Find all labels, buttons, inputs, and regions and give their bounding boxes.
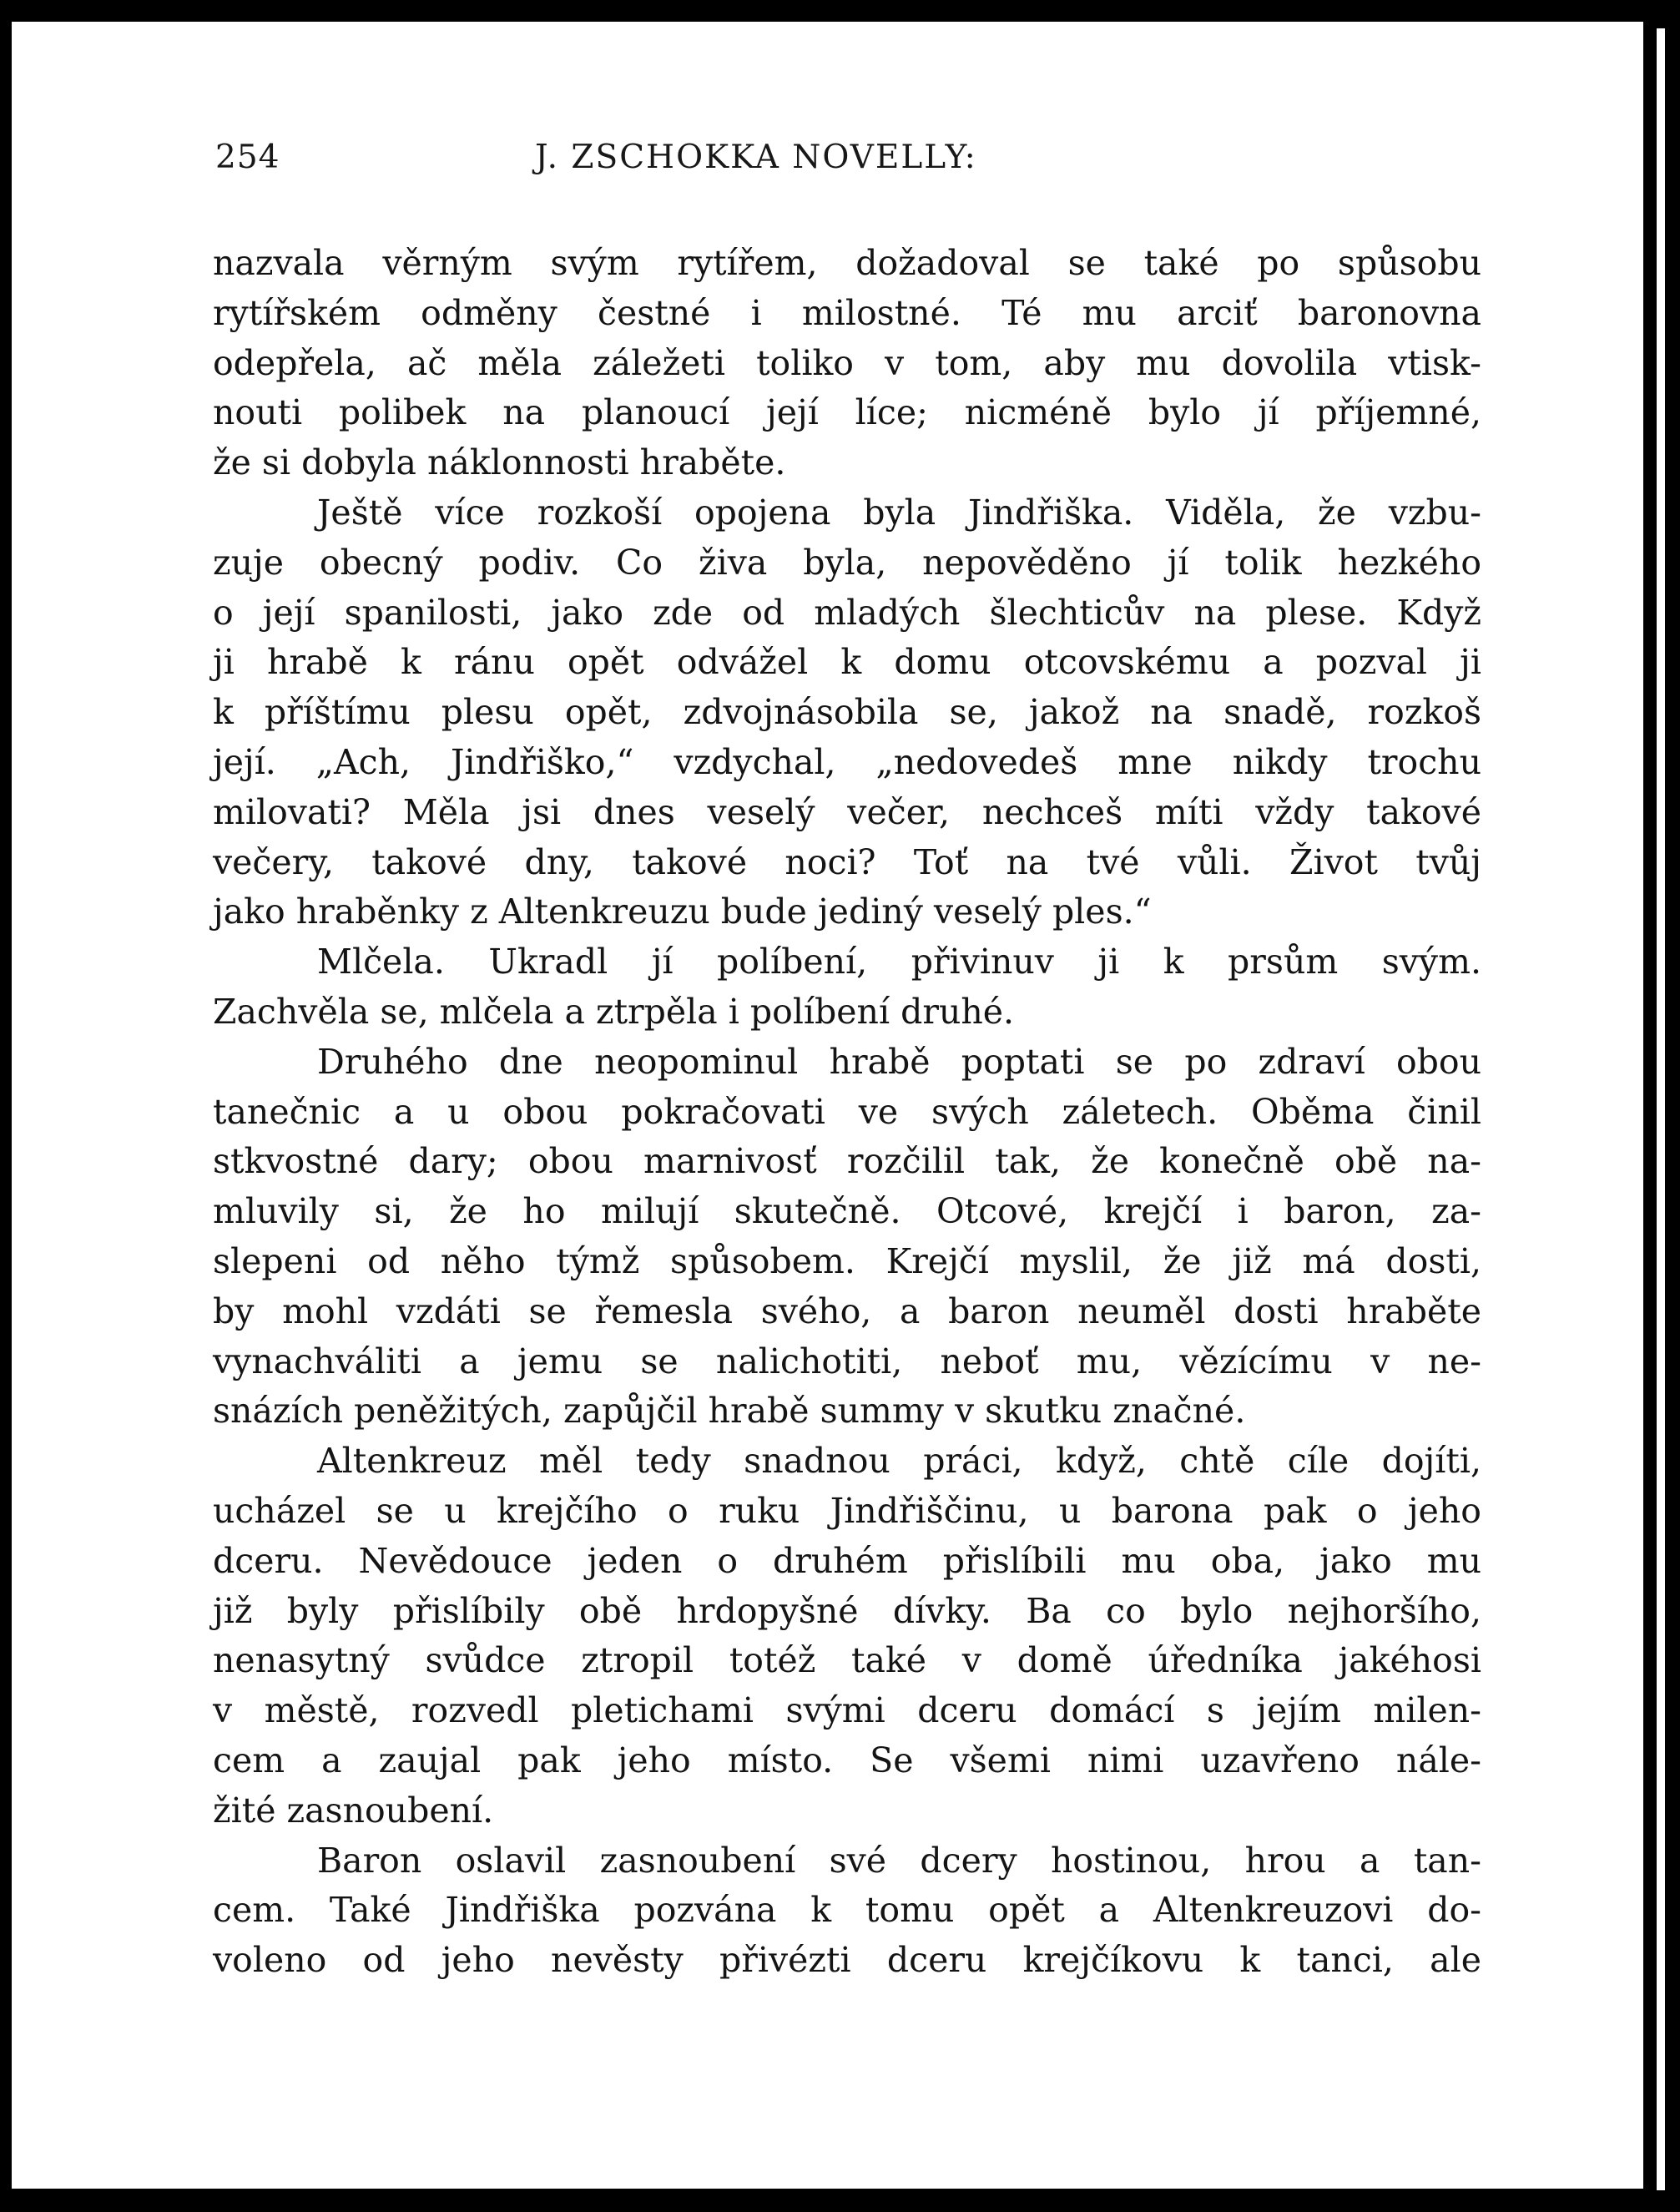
text-line: by mohl vzdáti se řemesla svého, a baron neuměl dosti hraběte bbox=[213, 1290, 1481, 1331]
text-line: stkvostné dary; obou marnivosť rozčilil tak, že konečně obě na- bbox=[213, 1141, 1481, 1182]
text-line: jako hraběnky z Altenkreuzu bude jediný veselý ples.“ bbox=[213, 891, 1152, 932]
text-line: slepeni od něho týmž spůsobem. Krejčí myslil, že již má dosti, bbox=[213, 1240, 1481, 1281]
text-line: Druhého dne neopominul hrabě poptati se po zdraví obou bbox=[317, 1041, 1481, 1082]
text-line: v městě, rozvedl pletichami svými dceru domácí s jejím milen- bbox=[213, 1690, 1481, 1731]
text-line: nazvala věrným svým rytířem, dožadoval se také po spůsobu bbox=[213, 243, 1481, 283]
text-line: žité zasnoubení. bbox=[213, 1790, 494, 1831]
text-line: Altenkreuz měl tedy snadnou práci, když, chtě cíle dojíti, bbox=[317, 1441, 1481, 1482]
text-line: zuje obecný podiv. Co živa byla, nepověděno jí tolik hezkého bbox=[213, 542, 1481, 583]
text-line: snázích peněžitých, zapůjčil hrabě summy v skutku značné. bbox=[213, 1391, 1246, 1432]
text-line: cem. Také Jindřiška pozvána k tomu opět a Altenkreuzovi do- bbox=[213, 1890, 1481, 1931]
text-line: mluvily si, že ho milují skutečně. Otcové, krejčí i baron, za- bbox=[213, 1191, 1481, 1232]
text-line: nouti polibek na planoucí její líce; nicméně bylo jí příjemné, bbox=[213, 392, 1481, 433]
text-line: rytířském odměny čestné i milostné. Té mu arciť baronovna bbox=[213, 292, 1481, 333]
text-line: již byly přislíbily obě hrdopyšné dívky. Ba co bylo nejhoršího, bbox=[213, 1590, 1481, 1631]
text-line: k příštímu plesu opět, zdvojnásobila se, jakož na snadě, rozkoš bbox=[213, 692, 1481, 733]
page-header bbox=[215, 139, 1042, 189]
text-line: voleno od jeho nevěsty přivézti dceru krejčíkovu k tanci, ale bbox=[213, 1940, 1481, 1981]
text-line: její. „Ach, Jindřiško,“ vzdychal, „nedovedeš mne nikdy trochu bbox=[213, 741, 1481, 782]
text-line: Zachvěla se, mlčela a ztrpěla i políbení druhé. bbox=[213, 991, 1015, 1032]
text-line: odepřela, ač měla záležeti toliko v tom, aby mu dovolila vtisk- bbox=[213, 342, 1481, 383]
text-line: Ještě více rozkoší opojena byla Jindřiška. Viděla, že vzbu- bbox=[317, 492, 1481, 533]
text-line: večery, takové dny, takové noci? Toť na tvé vůli. Život tvůj bbox=[213, 841, 1481, 882]
text-line: Baron oslavil zasnoubení své dcery hostinou, hrou a tan- bbox=[317, 1840, 1481, 1881]
text-line: vynachváliti a jemu se nalichotiti, neboť mu, vězícímu v ne- bbox=[213, 1341, 1481, 1381]
adjacent-page-edge bbox=[1657, 28, 1665, 2190]
body-text bbox=[213, 239, 1481, 1986]
text-line: ji hrabě k ránu opět odvážel k domu otcovskému a pozval ji bbox=[213, 642, 1481, 683]
text-line: Mlčela. Ukradl jí políbení, přivinuv ji k prsům svým. bbox=[317, 942, 1481, 982]
text-line: o její spanilosti, jako zde od mladých šlechticův na plese. Když bbox=[213, 592, 1481, 633]
text-line: cem a zaujal pak jeho místo. Se všemi nimi uzavřeno nále- bbox=[213, 1740, 1481, 1780]
text-line: milovati? Měla jsi dnes veselý večer, nechceš míti vždy takové bbox=[213, 791, 1481, 832]
text-line: dceru. Nevědouce jeden o druhém přislíbili mu oba, jako mu bbox=[213, 1540, 1481, 1581]
text-line: tanečnic a u obou pokračovati ve svých záletech. Oběma činil bbox=[213, 1091, 1481, 1132]
text-line: že si dobyla náklonnosti hraběte. bbox=[213, 442, 786, 483]
text-line: nenasytný svůdce ztropil totéž také v domě úředníka jakéhosi bbox=[213, 1640, 1481, 1681]
text-line: ucházel se u krejčího o ruku Jindřiščinu, u barona pak o jeho bbox=[213, 1490, 1481, 1531]
page-number: 254 bbox=[215, 139, 280, 176]
running-title: J. ZSCHOKKA NOVELLY: bbox=[535, 139, 977, 176]
